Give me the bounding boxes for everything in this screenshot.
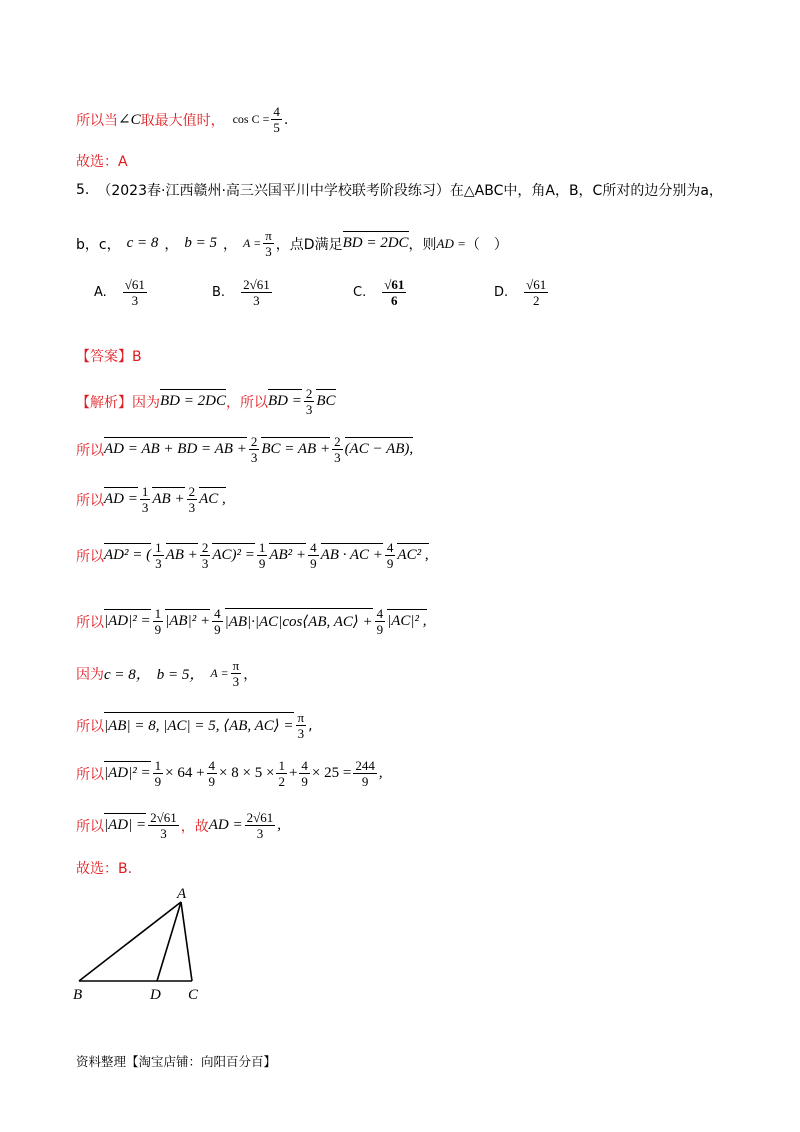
fraction: $\frac{4}{9}$ bbox=[214, 606, 221, 637]
expr: |AD|² = bbox=[104, 765, 151, 781]
segment-AD bbox=[157, 902, 181, 981]
fraction: $\frac{2}{3}$ bbox=[201, 540, 209, 571]
A-value: A = bbox=[243, 236, 262, 250]
ask-AD: AD = bbox=[436, 235, 466, 251]
cos-expr: cos C = bbox=[232, 112, 270, 126]
expr: AD = bbox=[104, 491, 138, 507]
vector-condition: BD = 2DC bbox=[342, 235, 409, 251]
option-label: D. bbox=[494, 285, 509, 300]
analysis-line3 bbox=[76, 484, 226, 515]
option-label: A. bbox=[94, 285, 107, 300]
fraction: $\frac{2}{3}$ bbox=[334, 434, 341, 465]
expr: |AB| = 8, |AC| = 5, ⟨AB, AC⟩ = bbox=[104, 718, 294, 734]
fraction: $\frac{\pi}{3}$ bbox=[232, 658, 240, 689]
fraction: $\frac{4}{9}$ bbox=[376, 606, 384, 637]
expr: c = 8， bbox=[104, 667, 151, 683]
expr: × 64 + bbox=[165, 765, 205, 781]
expr: |AD|² = bbox=[104, 613, 151, 629]
fraction-4-5: $\frac{4}{5}$ bbox=[273, 104, 280, 135]
fraction: $\frac{4}{9}$ bbox=[386, 540, 394, 571]
fraction: $\frac{1}{9}$ bbox=[258, 540, 266, 571]
analysis-line5 bbox=[76, 606, 427, 637]
analysis-line9 bbox=[76, 810, 281, 841]
fraction: $\frac{2}{3}$ bbox=[250, 434, 258, 465]
option-fraction: $\frac{√61}{2}$ bbox=[526, 277, 547, 308]
analysis-line8 bbox=[76, 758, 383, 789]
label-C: C bbox=[188, 987, 199, 1003]
expr: , bbox=[277, 817, 282, 833]
expr: BD = 2DC bbox=[160, 393, 226, 409]
fraction: $\frac{1}{2}$ bbox=[278, 758, 285, 789]
q-text: b，c， bbox=[76, 236, 121, 253]
fraction: $\frac{4}{9}$ bbox=[208, 758, 216, 789]
expr: , bbox=[378, 765, 383, 781]
fraction: $\frac{244}{9}$ bbox=[355, 758, 375, 789]
q-text: ，点D满足 bbox=[275, 236, 343, 253]
expr: × 8 × 5 × bbox=[219, 765, 275, 781]
label-B: B bbox=[73, 987, 83, 1003]
fraction-2-3: $\frac{2}{3}$ bbox=[305, 386, 313, 417]
angle-C: ∠C bbox=[118, 112, 141, 128]
answer: 【答案】B bbox=[76, 349, 142, 365]
analysis-line6: 因为 c = 8， b = 5， A = $\frac{\pi}{3}$ ， bbox=[76, 658, 258, 689]
q-source: （2023春·江西赣州·高三兴国平川中学校联考阶段练习） bbox=[97, 183, 450, 199]
analysis-line4 bbox=[76, 540, 429, 571]
expr: BC bbox=[316, 393, 336, 409]
period: . bbox=[283, 111, 289, 128]
text: 所以 bbox=[76, 718, 104, 735]
q-number: 5. bbox=[76, 182, 90, 198]
fraction: $\frac{2√61}{3}$ bbox=[150, 810, 177, 841]
text: 所以 bbox=[76, 548, 104, 565]
expr: |AC|² , bbox=[387, 613, 427, 629]
expr: BC = AB + bbox=[261, 441, 331, 457]
analysis-line1 bbox=[76, 386, 336, 417]
expr: |AB|² + bbox=[165, 613, 211, 629]
text: 因为 bbox=[76, 666, 104, 683]
expr: AD = AB + BD = AB + bbox=[104, 441, 247, 457]
expr: AB · AC + bbox=[320, 547, 383, 563]
expr: A = bbox=[210, 666, 229, 680]
fraction-pi-3: $\frac{\pi}{3}$ bbox=[265, 228, 272, 259]
side-AB bbox=[79, 902, 181, 981]
expr: AC , bbox=[199, 491, 226, 507]
option-D bbox=[494, 277, 550, 308]
expr: AB + bbox=[152, 491, 185, 507]
text: 所以 bbox=[76, 818, 104, 835]
fraction: $\frac{\pi}{3}$ bbox=[297, 710, 305, 741]
expr: AD = bbox=[208, 817, 243, 833]
option-label: C. bbox=[353, 285, 367, 300]
b-value: b = 5 bbox=[184, 235, 217, 251]
expr: AD² = ( bbox=[104, 547, 152, 563]
expr: |AD| = bbox=[104, 817, 147, 833]
choose-A: 故选：A bbox=[76, 154, 128, 170]
text: ，故 bbox=[180, 818, 209, 835]
expr: b = 5， bbox=[156, 667, 205, 683]
expr: + bbox=[288, 765, 298, 781]
expr: AB + bbox=[165, 547, 198, 563]
q-text: 在△ABC中，角A，B，C所对的边分别为a， bbox=[449, 183, 723, 199]
label-A: A bbox=[177, 886, 187, 902]
fraction: $\frac{4}{9}$ bbox=[301, 758, 308, 789]
expr: × 25 = bbox=[311, 765, 352, 781]
analysis-line7: 所以 |AB| = 8, |AC| = 5, ⟨AB, AC⟩ = $\frac{\pi}{3}$ , bbox=[76, 710, 313, 741]
fraction: $\frac{2√61}{3}$ bbox=[246, 810, 274, 841]
expr: AB² + bbox=[269, 547, 307, 563]
line-cosC bbox=[76, 104, 288, 135]
text: 所以 bbox=[76, 766, 104, 783]
fraction: $\frac{1}{3}$ bbox=[141, 484, 149, 515]
fraction: $\frac{2}{3}$ bbox=[188, 484, 196, 515]
text: 所以 bbox=[76, 442, 104, 459]
option-A bbox=[94, 277, 149, 308]
c-value: c = 8 bbox=[126, 235, 159, 251]
analysis-line2 bbox=[76, 434, 413, 465]
q-text: ，则 bbox=[408, 236, 437, 253]
text: 所以 bbox=[76, 492, 104, 509]
choose-B: 故选：B. bbox=[76, 861, 133, 877]
option-C bbox=[353, 277, 408, 308]
expr: (AC − AB), bbox=[344, 441, 414, 457]
text: ，所以 bbox=[225, 394, 268, 411]
expr: BD = bbox=[267, 393, 302, 409]
expr: |AB|·|AC|cos⟨AB, AC⟩ + bbox=[224, 614, 373, 630]
fraction: $\frac{1}{9}$ bbox=[154, 606, 162, 637]
text: 取最大值时， bbox=[140, 112, 225, 129]
option-fraction: $\frac{√61}{3}$ bbox=[124, 277, 145, 308]
fraction: $\frac{1}{9}$ bbox=[154, 758, 162, 789]
label-D: D bbox=[150, 987, 161, 1003]
blank-paren: （ ） bbox=[465, 236, 508, 253]
side-AC bbox=[181, 902, 192, 981]
option-fraction: $\frac{√61}{6}$ bbox=[384, 277, 405, 308]
expr: AC² , bbox=[397, 547, 429, 563]
analysis-tag: 【解析】因为 bbox=[76, 394, 160, 411]
fraction: $\frac{4}{9}$ bbox=[310, 540, 317, 571]
option-label: B. bbox=[212, 285, 226, 300]
expr: AC)² = bbox=[212, 547, 255, 563]
option-fraction: $\frac{2√61}{3}$ bbox=[243, 277, 270, 308]
q5-line1 bbox=[76, 180, 723, 200]
q5-line2: b，c， c = 8 ， b = 5 ， A = $\frac{\pi}{3}$ ，点D满足 BD = 2DC ，则 AD = （ ） bbox=[76, 228, 508, 259]
fraction: $\frac{1}{3}$ bbox=[155, 540, 162, 571]
text: 所以当 bbox=[76, 112, 118, 129]
option-B bbox=[212, 277, 274, 308]
footer: 资料整理【淘宝店铺：向阳百分百】 bbox=[76, 1054, 277, 1069]
text: 所以 bbox=[76, 614, 104, 631]
